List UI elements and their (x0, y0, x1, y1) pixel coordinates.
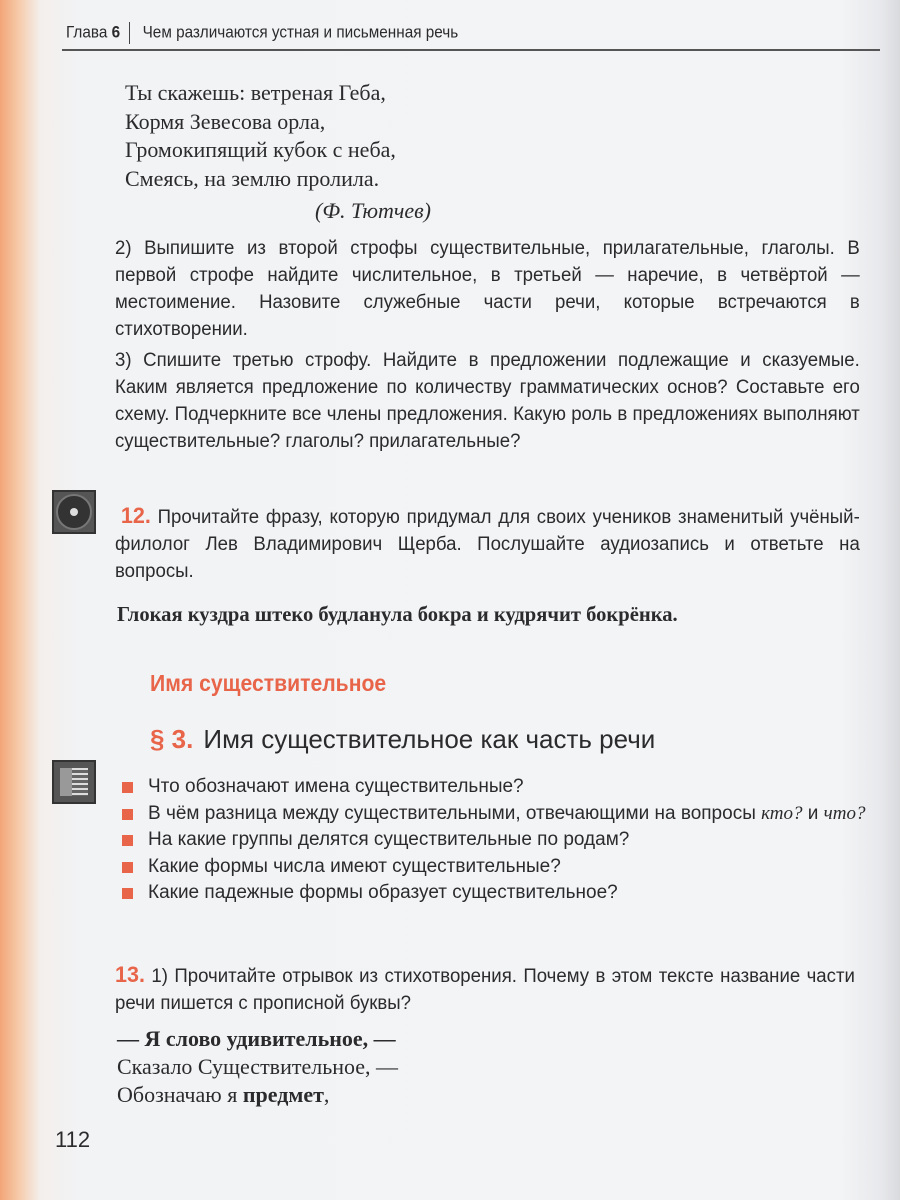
question-text: В чём разница между существительными, отвечающими на вопросы (148, 802, 762, 824)
poem-line (117, 1081, 398, 1109)
question-text: Какие падежные формы образует существительное? (148, 882, 618, 903)
poem-line: — Я слово удивительное, — (117, 1026, 396, 1051)
list-item (120, 827, 880, 854)
poem-line: Смеясь, на землю пролила. (125, 165, 380, 191)
question-text: На какие группы делятся существительные по родам? (148, 829, 630, 850)
poem-author: (Ф. Тютчев) (315, 198, 431, 223)
exercise-number: 12. (120, 503, 151, 528)
header-rule (62, 49, 880, 51)
poem-tyutchev (125, 79, 396, 193)
question-text: и (802, 802, 824, 824)
exercise-13 (115, 961, 855, 1017)
page-number: 112 (55, 1127, 91, 1152)
list-item (120, 854, 880, 881)
chapter-title: Чем различаются устная и письменная речь (142, 22, 459, 42)
paragraph-heading (150, 724, 655, 755)
poem-line: Сказало Существительное, — (117, 1054, 399, 1079)
poem-text: , (323, 1082, 330, 1107)
question-word: кто? (761, 802, 803, 824)
poem-text: Обозначаю я (117, 1082, 243, 1107)
running-header (66, 22, 458, 44)
exercise-12 (115, 502, 860, 585)
poem-line: Громокипящий кубок с неба, (125, 137, 396, 162)
task-2: 2) Выпишите из второй строфы существительные, прилагательные, глаголы. В первой строфе найдите числительное, в третьей — наречие, в четвёртой — местоимение. Назовите служебные части речи, которые встречаются в стихотворении. (115, 238, 860, 340)
chapter-label: Глава (66, 22, 108, 42)
paragraph-number: § 3. (150, 724, 194, 754)
question-text: Что обозначают имена существительные? (148, 776, 524, 797)
scherba-phrase: Глокая куздра штеко будланула бокра и кудрячит бокрёнка. (117, 602, 678, 626)
question-word: что? (823, 802, 866, 824)
list-item (120, 774, 880, 801)
paragraph-title: Имя существительное как часть речи (203, 724, 656, 754)
list-item (120, 801, 880, 828)
audio-cd-icon[interactable] (52, 490, 96, 534)
poem-line: Ты скажешь: ветреная Геба, (125, 80, 386, 105)
task-3: 3) Спишите третью строфу. Найдите в предложении подлежащие и сказуемые. Каким является предложение по количеству грамматических основ? Составьте его схему. Подчеркните все члены предложения. Какую роль в предложениях выполняют существительные? глаголы? прилагательные? (115, 350, 860, 452)
exercise-text: 1) Прочитайте отрывок из стихотворения. Почему в этом тексте название части речи пишется с прописной буквы? (115, 966, 855, 1014)
poem-bold-word: предмет (242, 1082, 324, 1107)
chapter-number: 6 (111, 22, 121, 42)
exercise-text: Прочитайте фразу, которую придумал для своих учеников знаменитый учёный-филолог Лев Владимирович Щерба. Послушайте аудиозапись и ответьте на вопросы. (115, 507, 860, 582)
header-separator (129, 22, 130, 44)
book-icon (52, 760, 96, 804)
poem-noun (117, 1025, 398, 1109)
list-item (120, 880, 880, 907)
review-questions (120, 774, 880, 907)
question-text: Какие формы числа имеют существительные? (148, 855, 561, 877)
section-title: Имя существительное (150, 670, 387, 696)
exercise-number: 13. (115, 962, 145, 987)
poem-line: Кормя Зевесова орла, (125, 108, 326, 134)
